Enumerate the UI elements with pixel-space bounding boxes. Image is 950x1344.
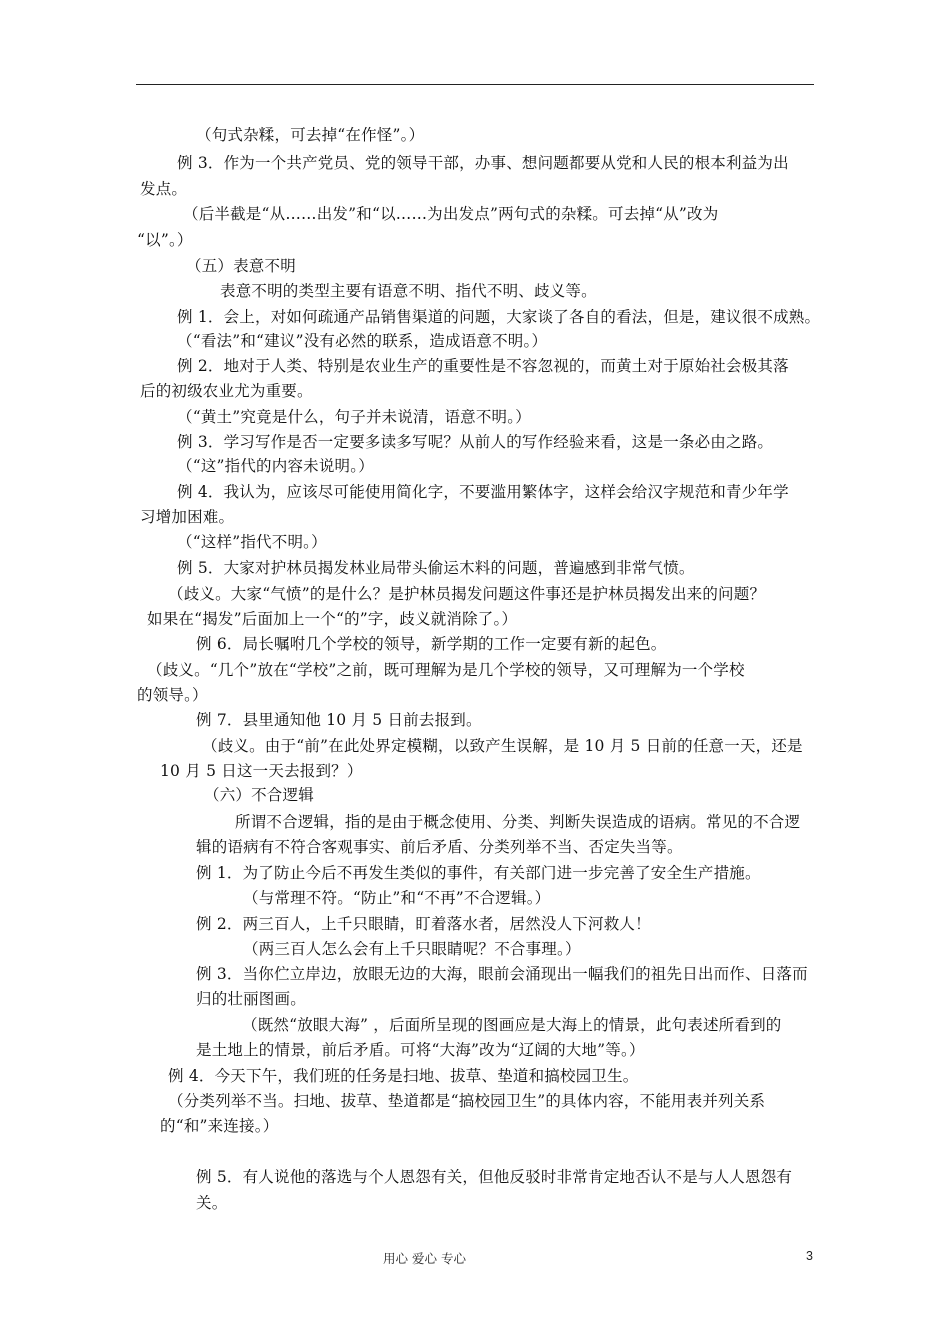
text-line: 例 2．地对于人类、特别是农业生产的重要性是不容忽视的，而黄土对于原始社会极其落 [177,357,789,375]
text-line: （“这样”指代不明。） [177,533,327,551]
text-line: 例 6．局长嘱咐几个学校的领导，新学期的工作一定要有新的起色。 [196,635,667,653]
text-line: 后的初级农业尤为重要。 [140,382,313,400]
text-line: 的“和”来连接。） [160,1117,279,1135]
text-line: （“这”指代的内容未说明。） [177,457,374,475]
text-line: 例 3．当你伫立岸边，放眼无边的大海，眼前会涌现出一幅我们的祖先日出而作、日落而 [196,965,808,983]
text-line: （“黄土”究竟是什么，句子并未说清，语意不明。） [177,408,531,426]
text-line: 表意不明的类型主要有语意不明、指代不明、歧义等。 [220,282,597,300]
text-line: 例 4．今天下午，我们班的任务是扫地、拔草、垫道和搞校园卫生。 [168,1067,639,1085]
text-line: 例 7．县里通知他 10 月 5 日前去报到。 [196,711,482,729]
text-line: （“看法”和“建议”没有必然的联系，造成语意不明。） [177,332,548,350]
text-line: 习增加困难。 [140,508,235,526]
text-line: （歧义。由于“前”在此处界定模糊，以致产生误解，是 10 月 5 日前的任意一天，还是 [202,737,803,755]
text-line: 的领导。） [137,686,208,704]
text-line: （歧义。大家“气愤”的是什么？是护林员揭发问题这件事还是护林员揭发出来的问题？ [168,585,766,603]
text-line: 是土地上的情景，前后矛盾。可将“大海”改为“辽阔的大地”等。） [196,1041,645,1059]
text-line: 如果在“揭发”后面加上一个“的”字，歧义就消除了。） [147,610,518,628]
text-line: “以”。） [137,231,193,249]
text-line: （分类列举不当。扫地、拔草、垫道都是“搞校园卫生”的具体内容，不能用表并列关系 [168,1092,766,1110]
page-number: 3 [806,1249,813,1263]
text-line: 例 1．会上，对如何疏通产品销售渠道的问题，大家谈了各自的看法，但是，建议很不成熟。 [177,308,821,326]
text-line: 例 5．有人说他的落选与个人恩怨有关，但他反驳时非常肯定地否认不是与人人恩怨有 [196,1168,793,1186]
text-line: （两三百人怎么会有上千只眼睛呢？不合事理。） [243,940,581,958]
text-line: （歧义。“几个”放在“学校”之前，既可理解为是几个学校的领导，又可理解为一个学校 [147,661,745,679]
text-line: （后半截是“从……出发”和“以……为出发点”两句式的杂糅。可去掉“从”改为 [183,205,719,223]
text-line: 10 月 5 日这一天去报到？） [160,762,363,780]
text-line: （既然“放眼大海” ，后面所呈现的图画应是大海上的情景，此句表述所看到的 [242,1016,782,1034]
text-line: 例 3．学习写作是否一定要多读多写呢？从前人的写作经验来看，这是一条必由之路。 [177,433,774,451]
page-footer: 用心 爱心 专心 [383,1251,466,1266]
header-rule [136,84,814,85]
text-line: 例 1．为了防止今后不再发生类似的事件，有关部门进一步完善了安全生产措施。 [196,864,761,882]
text-line: 发点。 [140,180,188,198]
section-heading: （六）不合逻辑 [204,786,314,804]
text-line: 归的壮丽图画。 [196,990,306,1008]
text-line: 例 3．作为一个共产党员、党的领导干部，办事、想问题都要从党和人民的根本利益为出 [177,154,789,172]
text-line: 辑的语病有不符合客观事实、前后矛盾、分类列举不当、否定失当等。 [196,838,683,856]
text-line: 所谓不合逻辑，指的是由于概念使用、分类、判断失误造成的语病。常见的不合逻 [235,813,801,831]
text-line: 例 2．两三百人，上千只眼睛，盯着落水者，居然没人下河救人！ [196,915,651,933]
text-line: 例 5．大家对护林员揭发林业局带头偷运木料的问题，普遍感到非常气愤。 [177,559,695,577]
text-line: 例 4．我认为，应该尽可能使用简化字，不要滥用繁体字，这样会给汉字规范和青少年学 [177,483,789,501]
text-line: （句式杂糅，可去掉“在作怪”。） [196,126,425,144]
text-line: 关。 [196,1194,228,1212]
text-line: （与常理不符。“防止”和“不再”不合逻辑。） [243,889,551,907]
section-heading: （五）表意不明 [186,257,296,275]
